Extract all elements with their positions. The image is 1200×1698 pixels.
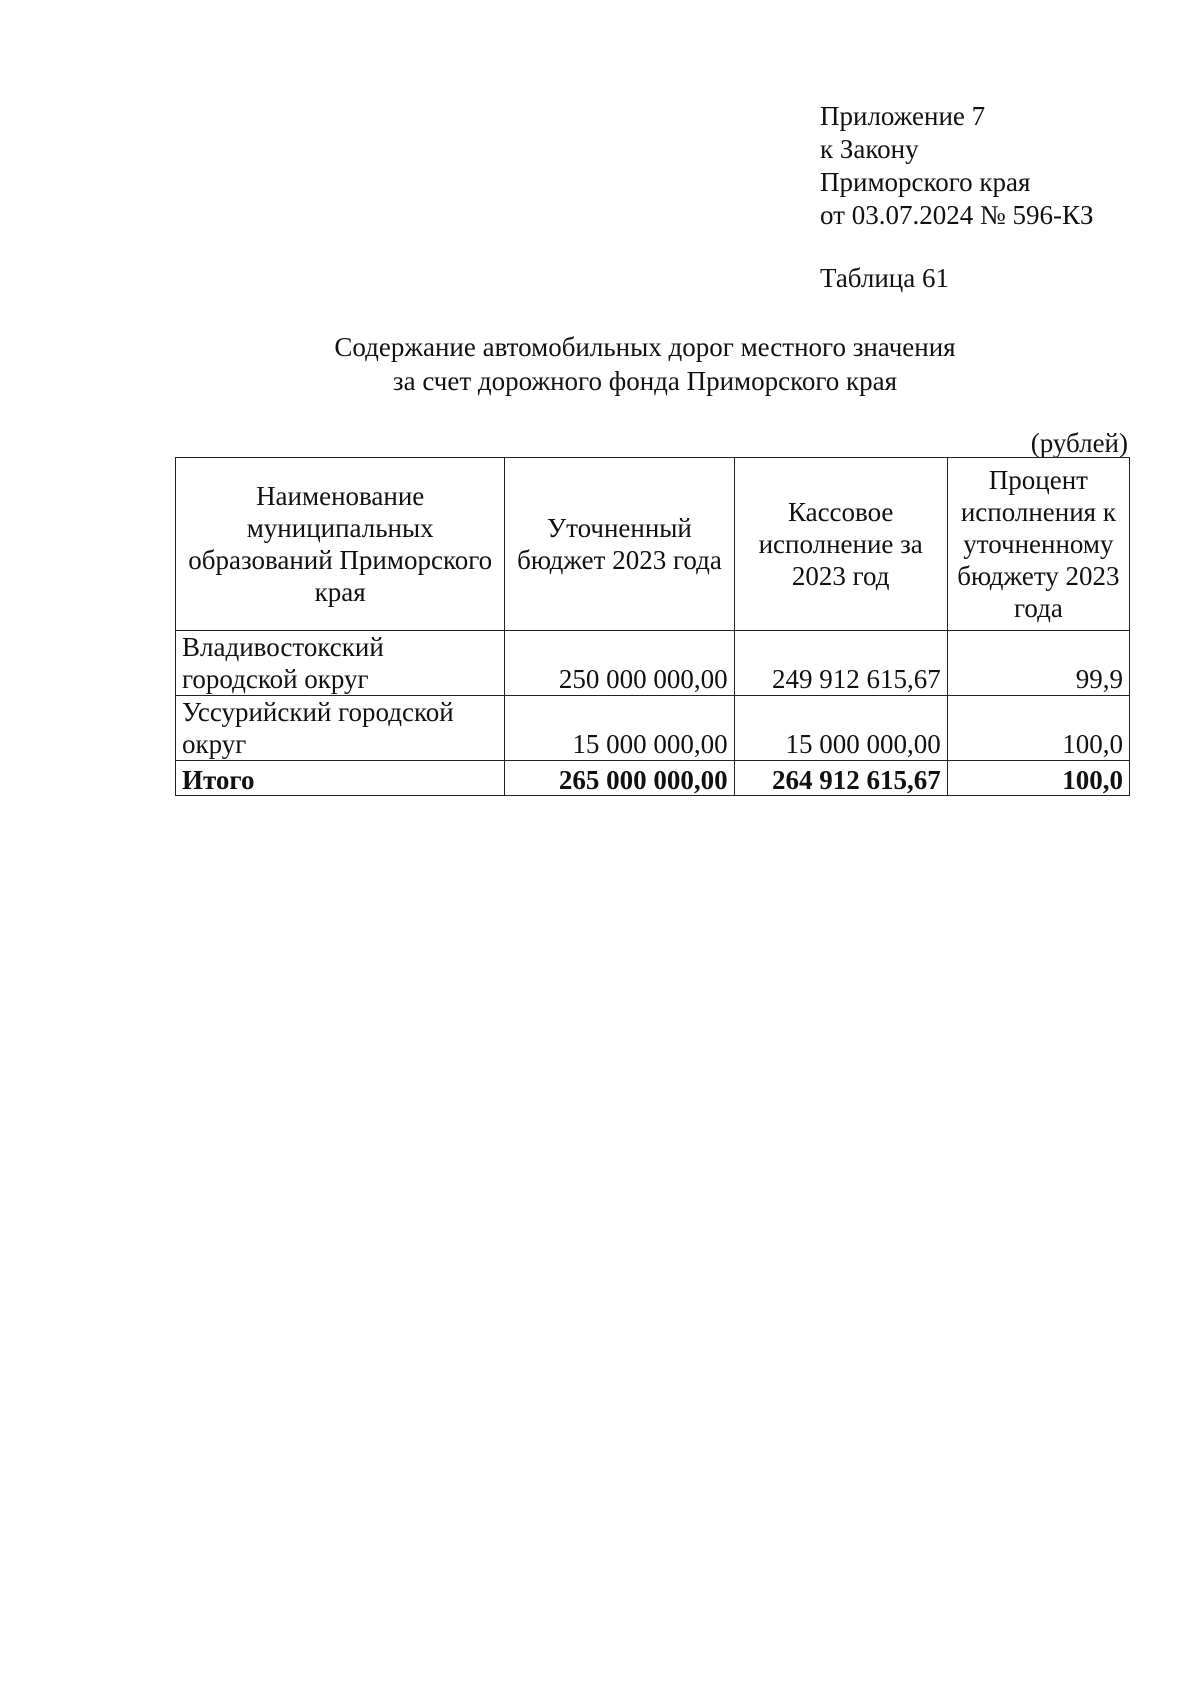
total-label: Итого bbox=[176, 761, 505, 796]
header-budget: Уточненный бюджет 2023 года bbox=[505, 458, 734, 631]
table-header-row bbox=[176, 458, 1130, 631]
appendix-header bbox=[820, 100, 1093, 232]
row-municipality-name: Владивостокский городской округ bbox=[176, 631, 505, 696]
document-title-line-2: за счет дорожного фонда Приморского края bbox=[392, 366, 898, 396]
header-percent: Процент исполнения к уточненному бюджету 2023 года bbox=[947, 458, 1129, 631]
appendix-law-ref: к Закону bbox=[820, 134, 919, 164]
row-budget-value: 15 000 000,00 bbox=[505, 696, 734, 761]
units-label: (рублей) bbox=[1030, 428, 1128, 458]
row-execution-value: 15 000 000,00 bbox=[734, 696, 947, 761]
row-percent-value: 99,9 bbox=[947, 631, 1129, 696]
total-budget-value: 265 000 000,00 bbox=[505, 761, 734, 796]
row-execution-value: 249 912 615,67 bbox=[734, 631, 947, 696]
budget-table bbox=[175, 457, 1130, 796]
document-title-line-1: Содержание автомобильных дорог местного значения bbox=[334, 332, 956, 362]
appendix-number: Приложение 7 bbox=[820, 101, 986, 131]
table-row bbox=[176, 631, 1130, 696]
row-budget-value: 250 000 000,00 bbox=[505, 631, 734, 696]
document-title bbox=[180, 330, 1110, 398]
appendix-date-number: от 03.07.2024 № 596-КЗ bbox=[820, 200, 1094, 230]
total-execution-value: 264 912 615,67 bbox=[734, 761, 947, 796]
total-percent-value: 100,0 bbox=[947, 761, 1129, 796]
row-percent-value: 100,0 bbox=[947, 696, 1129, 761]
table-row bbox=[176, 696, 1130, 761]
header-municipality: Наименование муниципальных образований Приморского края bbox=[176, 458, 505, 631]
table-total-row bbox=[176, 761, 1130, 796]
header-execution: Кассовое исполнение за 2023 год bbox=[734, 458, 947, 631]
appendix-region: Приморского края bbox=[820, 167, 1031, 197]
table-number: Таблица 61 bbox=[820, 263, 949, 293]
row-municipality-name: Уссурийский городской округ bbox=[176, 696, 505, 761]
